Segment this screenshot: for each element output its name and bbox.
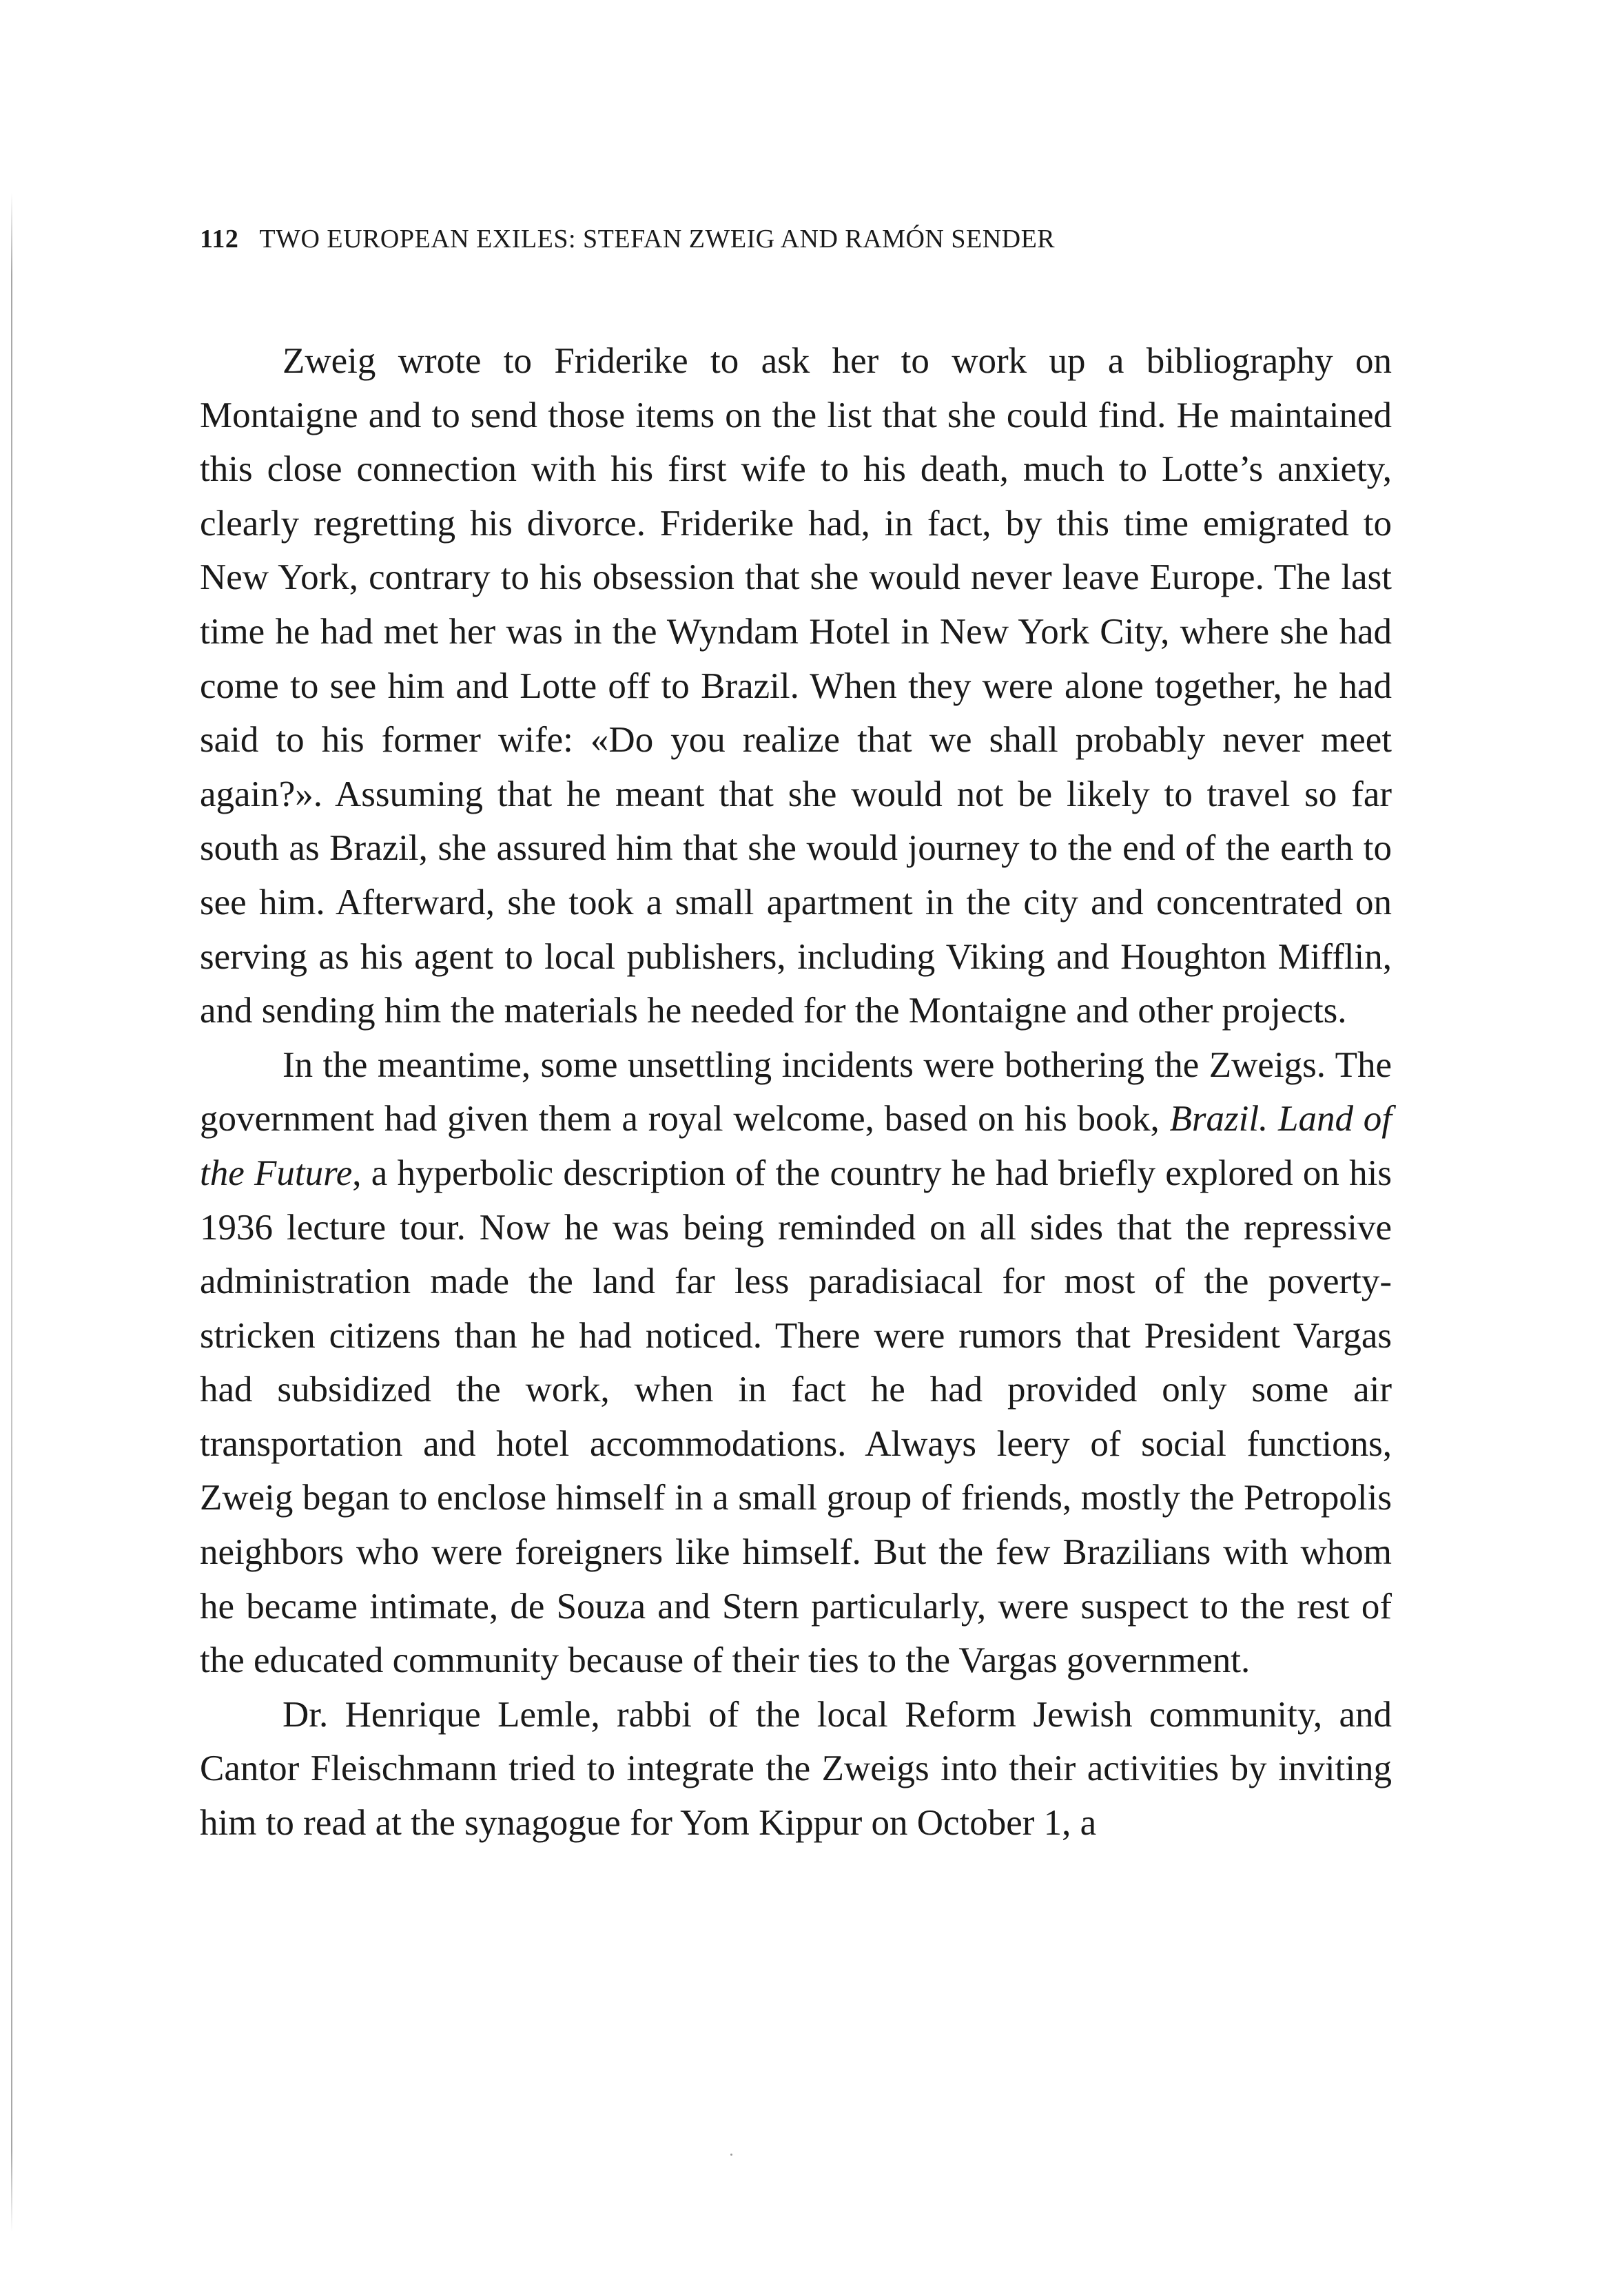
paragraph-2-part-2: , a hyperbolic description of the country he had briefly explored on his 1936 lecture tour. Now he was being reminded on all sides that the repressive administration made the land far less paradisiacal for most of the poverty-stricken citizens than he had noticed. There were rumors that President Vargas had subsidized the work, when in fact he had provided only some air transportation and hotel accommodations. Always leery of social functions, Zweig began to enclose himself in a small group of friends, mostly the Petropolis neighbors who were foreigners like himself. But the few Brazilians with whom he became intimate, de Souza and Stern particularly, were suspect to the rest of the educated community because of their ties to the Vargas government. — [200, 1153, 1392, 1681]
book-title-italic: Brazil. Land of the Future — [200, 1099, 1392, 1193]
body-text — [200, 334, 1392, 1850]
running-head-title: TWO EUROPEAN EXILES: STEFAN ZWEIG AND RAMÓN SENDER — [259, 225, 1056, 254]
running-head — [200, 226, 1055, 252]
paragraph-2 — [200, 1038, 1392, 1688]
page-number: 112 — [200, 225, 239, 254]
scan-speck — [730, 2154, 732, 2156]
page-gutter-edge — [11, 193, 12, 2232]
paragraph-2-part-1: In the meantime, some unsettling incidents were bothering the Zweigs. The government had given them a royal welcome, based on his book, — [200, 1044, 1392, 1139]
paragraph-1: Zweig wrote to Friderike to ask her to work up a bibliography on Montaigne and to send those items on the list that she could find. He maintained this close connection with his first wife to his death, much to Lotte’s anxiety, clearly regretting his divorce. Friderike had, in fact, by this time emigrated to New York, contrary to his obsession that she would never leave Europe. The last time he had met her was in the Wyndam Hotel in New York City, where she had come to see him and Lotte off to Brazil. When they were alone together, he had said to his former wife: «Do you realize that we shall probably never meet again?». Assuming that he meant that she would not be likely to travel so far south as Brazil, she assured him that she would journey to the end of the earth to see him. Afterward, she took a small apartment in the city and concentrated on serving as his agent to local publishers, including Viking and Houghton Mifflin, and sending him the materials he needed for the Montaigne and other projects. — [200, 341, 1392, 1031]
paragraph-3: Dr. Henrique Lemle, rabbi of the local Reform Jewish community, and Cantor Fleischmann tried to integrate the Zweigs into their activities by inviting him to read at the synagogue for Yom Kippur on October 1, a — [200, 1694, 1392, 1844]
